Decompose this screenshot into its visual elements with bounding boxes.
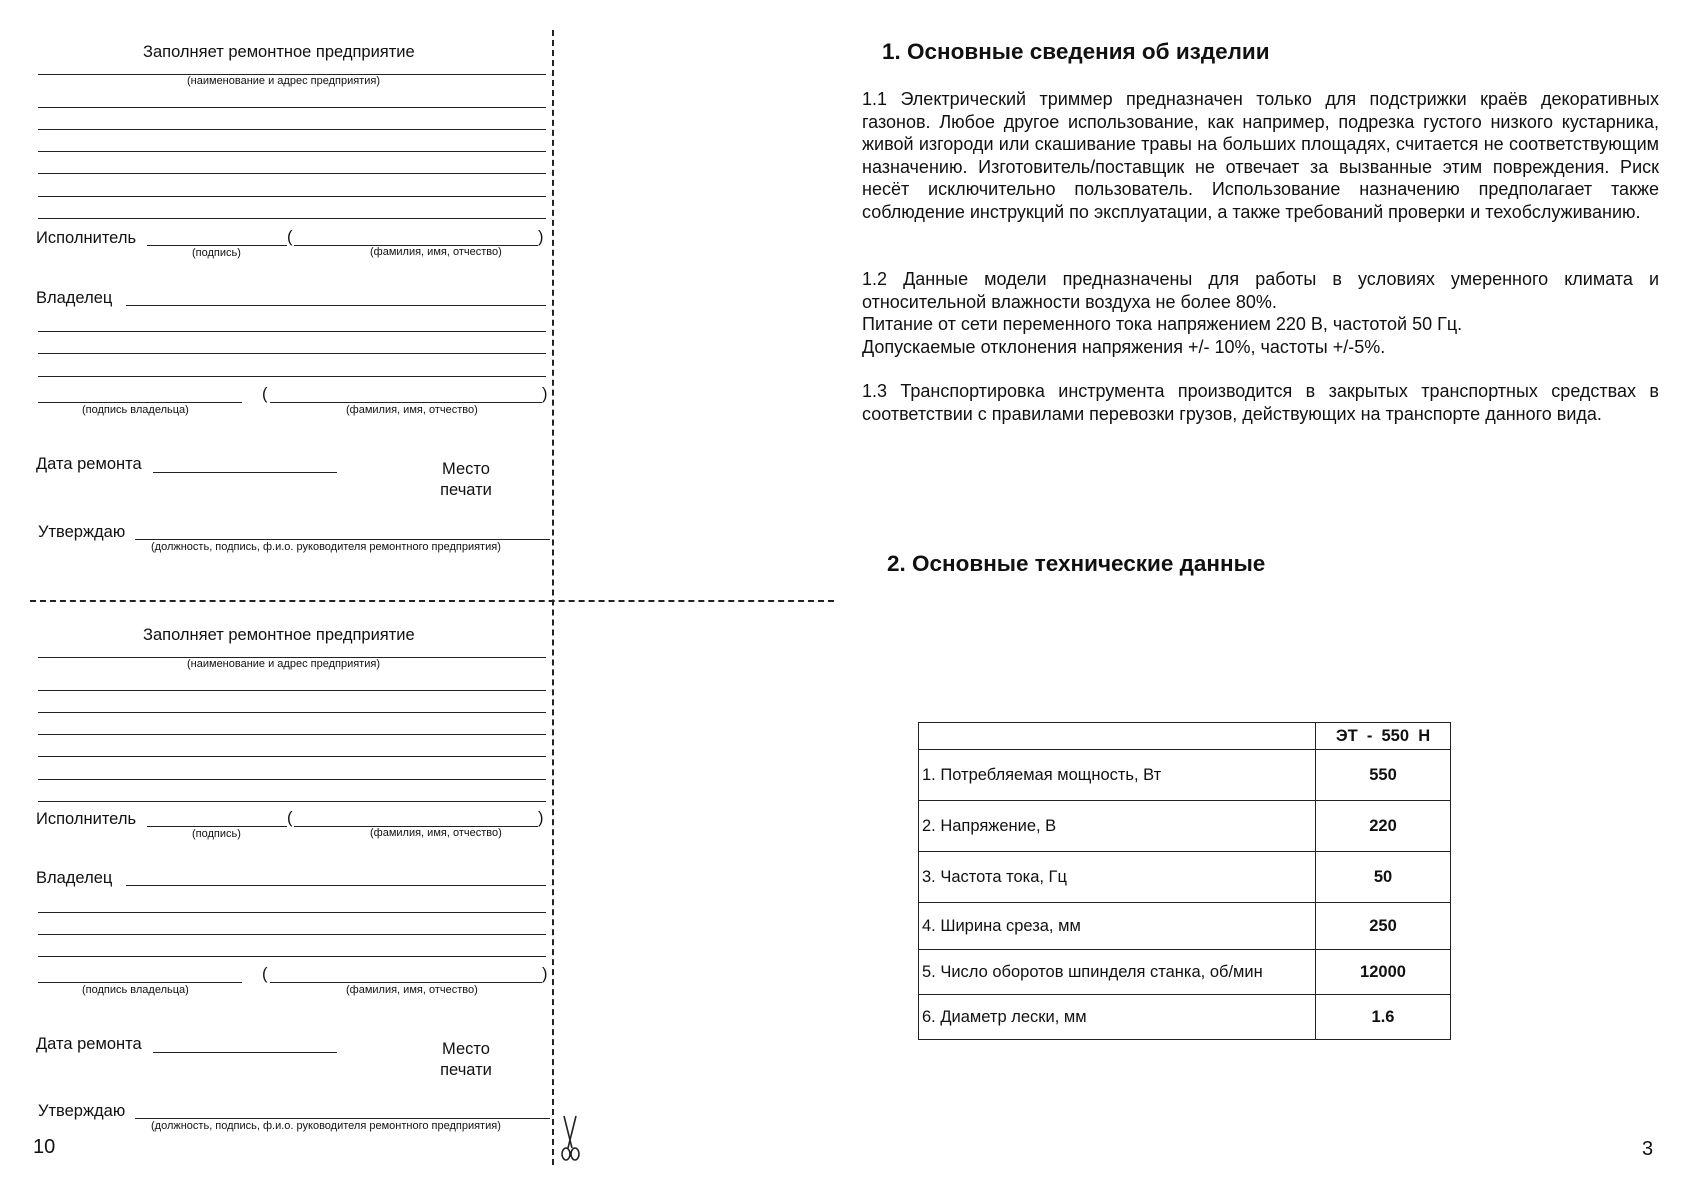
page-number-left: 10 [33,1136,56,1158]
table-row [919,950,1451,995]
table-row [919,995,1451,1040]
enterprise-caption: (наименование и адрес предприятия) [187,75,380,87]
blank-line[interactable] [38,331,546,332]
spec-value: 220 [1316,801,1451,852]
spec-value: 250 [1316,903,1451,950]
blank-line[interactable] [38,734,546,735]
blank-line[interactable] [38,353,546,354]
blank-line[interactable] [38,376,546,377]
close-paren: ) [538,809,544,827]
open-paren: ( [287,809,293,827]
spec-value: 50 [1316,852,1451,903]
repair-date-label: Дата ремонта [36,455,142,473]
stamp-place: Место печати [440,1040,492,1079]
table-header-empty [919,723,1316,750]
blank-line[interactable] [38,779,546,780]
approve-label: Утверждаю [38,1102,126,1120]
paragraph-1-1: 1.1 Электрический триммер предназначен только для подстрижки краёв декоративных газонов. Любое другое использование, как например, подрезка густого низкого кустарника, живой изгороди или скашивание травы на больших площадях, считается не соответствующим назначению. Изготовитель/поставщик не отвечает за вызванные этим повреждения. Риск несёт исключительно пользователь. Использование назначению предполагает также соблюдение инструкций по эксплуатации, а также требований проверки и техобслуживанию. [862,89,1659,222]
performer-label: Исполнитель [36,229,137,247]
owner-signature-line[interactable] [38,402,242,403]
blank-line[interactable] [38,196,546,197]
owner-signature-caption: (подпись владельца) [82,984,189,996]
repair-date-label: Дата ремонта [36,1035,142,1053]
spec-name: 6. Диаметр лески, мм [919,995,1316,1040]
table-row [919,852,1451,903]
blank-line[interactable] [38,712,546,713]
fio-caption: (фамилия, имя, отчество) [370,827,502,839]
repair-date-line[interactable] [153,1052,337,1053]
spec-value: 550 [1316,750,1451,801]
signature-caption: (подпись) [192,828,241,840]
stamp-place: Место печати [440,460,492,499]
blank-line[interactable] [38,173,546,174]
performer-label: Исполнитель [36,810,137,828]
blank-line[interactable] [38,934,546,935]
power-supply-text: Питание от сети переменного тока напряжением 220 В, частотой 50 Гц. [862,314,1463,334]
owner-fio-caption: (фамилия, имя, отчество) [346,404,478,416]
blank-line[interactable] [38,129,546,130]
owner-signature-caption: (подпись владельца) [82,404,189,416]
spec-name: 4. Ширина среза, мм [919,903,1316,950]
owner-line[interactable] [126,885,546,886]
open-paren: ( [287,228,293,246]
approve-caption: (должность, подпись, ф.и.о. руководителя ремонтного предприятия) [151,1120,501,1132]
signature-caption: (подпись) [192,247,241,259]
paragraph-1-2-text: 1.2 Данные модели предназначены для работы в условиях умеренного климата и относительной влажности воздуха не более 80%. [862,269,1659,312]
model-header: ЭТ - 550 Н [1316,723,1451,750]
paragraph-1-3: 1.3 Транспортировка инструмента производится в закрытых транспортных средствах в соответствии с правилами перевозки грузов, действующих на транспорте данного вида. [862,381,1659,424]
blank-line[interactable] [38,107,546,108]
owner-signature-line[interactable] [38,982,242,983]
spec-name: 3. Частота тока, Гц [919,852,1316,903]
spec-name: 2. Напряжение, В [919,801,1316,852]
section-1-title: 1. Основные сведения об изделии [882,39,1270,64]
owner-fio-caption: (фамилия, имя, отчество) [346,984,478,996]
approve-label: Утверждаю [38,523,126,541]
spec-table [918,722,1451,1040]
repair-date-line[interactable] [153,472,337,473]
form-title: Заполняет ремонтное предприятие [143,43,415,61]
close-paren: ) [538,228,544,246]
approve-caption: (должность, подпись, ф.и.о. руководителя ремонтного предприятия) [151,541,501,553]
close-paren: ) [542,965,548,983]
blank-line[interactable] [38,956,546,957]
owner-line[interactable] [126,305,546,306]
open-paren: ( [262,965,268,983]
fio-caption: (фамилия, имя, отчество) [370,246,502,258]
owner-label: Владелец [36,289,113,307]
section-2-title: 2. Основные технические данные [887,551,1266,576]
blank-line[interactable] [38,218,546,219]
owner-fio-line[interactable] [270,402,542,403]
open-paren: ( [262,385,268,403]
table-row [919,750,1451,801]
approve-line[interactable] [135,1118,550,1119]
table-row [919,801,1451,852]
form-title: Заполняет ремонтное предприятие [143,626,415,644]
approve-line[interactable] [135,539,550,540]
table-row [919,903,1451,950]
spec-value: 1.6 [1316,995,1451,1040]
spec-value: 12000 [1316,950,1451,995]
table-header-row [919,723,1451,750]
tolerance-text: Допускаемые отклонения напряжения +/- 10%, частоты +/-5%. [862,336,1386,357]
spec-name: 1. Потребляемая мощность, Вт [919,750,1316,801]
horizontal-cut-line [30,600,834,602]
blank-line[interactable] [38,912,546,913]
blank-line[interactable] [38,756,546,757]
blank-line[interactable] [38,151,546,152]
owner-label: Владелец [36,869,113,887]
enterprise-caption: (наименование и адрес предприятия) [187,658,380,670]
vertical-cut-line [552,30,554,1165]
blank-line[interactable] [38,690,546,691]
performer-signature-line[interactable] [147,826,287,827]
performer-signature-line[interactable] [147,245,287,246]
owner-fio-line[interactable] [270,982,542,983]
scissors-icon [557,1114,583,1162]
spec-name: 5. Число оборотов шпинделя станка, об/мин [919,950,1316,995]
blank-line[interactable] [38,801,546,802]
page-number-right: 3 [1642,1138,1654,1160]
paragraph-1-2 [862,268,1659,358]
close-paren: ) [542,385,548,403]
